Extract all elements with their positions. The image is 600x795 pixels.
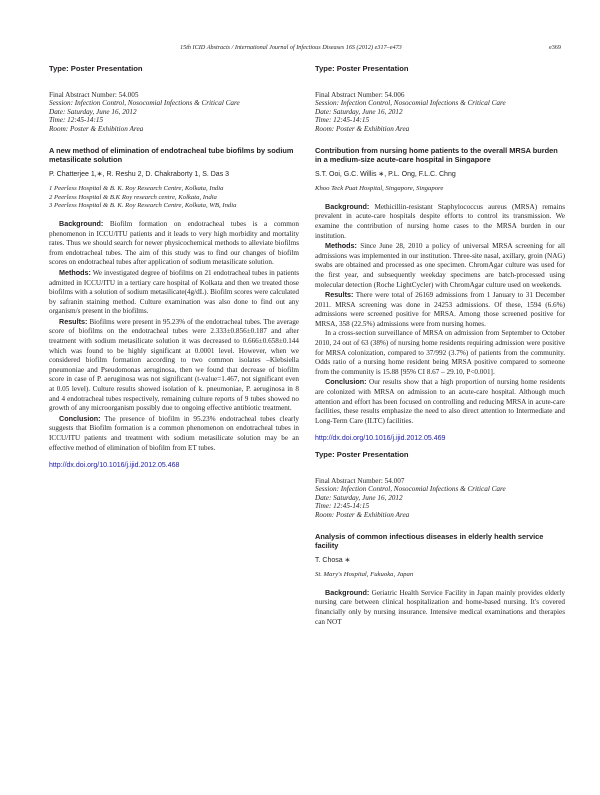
doi-link[interactable]: http://dx.doi.org/10.1016/j.ijid.2012.05.469 [315, 435, 446, 443]
abstract-title: Contribution from nursing home patients to the overall MRSA burden in a medium-size acute-care hospital in Singapore [315, 145, 558, 164]
date: Date: Saturday, June 16, 2012 [315, 493, 403, 502]
affiliation: 1 Peerless Hospital & B. K. Roy Research Centre, Kolkata, India [49, 185, 224, 193]
affiliations [315, 571, 565, 580]
affiliations [49, 185, 299, 211]
room: Room: Poster & Exhibition Area [315, 124, 410, 133]
session: Session: Infection Control, Nosocomial Infections & Critical Care [315, 99, 506, 108]
abstract-meta [315, 91, 565, 134]
left-column [49, 64, 299, 477]
authors: P. Chatterjee 1,∗, R. Reshu 2, D. Chakraborty 1, S. Das 3 [49, 170, 230, 178]
right-column [315, 64, 565, 627]
authors: S.T. Ooi, G.C. Willis ∗, P.L. Ong, F.L.C. Chng [315, 170, 456, 178]
section-results-continued: In a cross-section surveillance of MRSA on admission from September to October 2010, 24 out of 63 (38%) of nursing home residents requiring admission were positive for MRSA colonization, compared to 37/992 (3.7%) of patients from the community. Odds ratio of a nursing home resident being MRSA positive compared to someone from the community is 15.88 [95% CI 8.67 – 29.10, P<0.001]. [315, 329, 565, 376]
abstract-title: Analysis of common infectious diseases in elderly health service facility [315, 531, 544, 550]
presentation-type: Type: Poster Presentation [49, 64, 143, 73]
abstract-number: Final Abstract Number: 54.006 [315, 90, 405, 99]
section-background: Background: Methicillin-resistant Staphylococcus aureus (MRSA) remains prevalent in acute-care hospitals despite efforts to control its transmission. We examine the contribution of nursing home cases to the MRSA burden in our institution. [315, 201, 565, 240]
abstract-title: A new method of elimination of endotracheal tube biofilms by sodium metasilicate solution [49, 145, 294, 164]
presentation-type: Type: Poster Presentation [315, 450, 409, 459]
affiliation: 2 Peerless Hospital & B.K Roy research centre, Kolkata, India [49, 193, 217, 201]
section-background: Background: Geriatric Health Service Facility in Japan mainly provides elderly nursing care between clinical hospitalization and home-based nursing. It's covered financially only by nursing insurance. Intensive medical examinations and therapies can NOT [315, 587, 566, 626]
time: Time: 12:45-14:15 [49, 116, 104, 125]
session: Session: Infection Control, Nosocomial Infections & Critical Care [315, 485, 506, 494]
abstract-number: Final Abstract Number: 54.007 [315, 476, 405, 485]
date: Date: Saturday, June 16, 2012 [49, 107, 137, 116]
affiliation: St. Mary's Hospital, Fukuoka, Japan [315, 571, 414, 579]
session: Session: Infection Control, Nosocomial Infections & Critical Care [49, 99, 240, 108]
authors: T. Chosa ∗ [315, 556, 351, 564]
abstract-meta [315, 477, 565, 520]
section-results: Results: There were total of 26169 admissions from 1 January to 31 December 2011. MRSA screening was done in 24253 admissions. Of these, 1594 (6.6%) admissions were screened positive for MRSA. Among those screened positive for MRSA, 358 (22.5%) admissions were from nursing homes. [315, 290, 566, 328]
section-methods: Methods: Since June 28, 2010 a policy of universal MRSA screening for all admissions was implemented in our institution. Three-site nasal, axillary, groin (NAG) swabs are obtained and processed as one specimen. ChromAgar culture was used for the first year, and subsequently weekday specimens are batch-processed using molecular detection (Roche LightCycler) with ChromAgar culture used on weekends. [315, 241, 565, 289]
affiliations [315, 185, 565, 194]
doi-link[interactable]: http://dx.doi.org/10.1016/j.ijid.2012.05.468 [49, 462, 180, 470]
time: Time: 12:45-14:15 [315, 502, 370, 511]
section-conclusion: Conclusion: Our results show that a high proportion of nursing home residents are colonized with MRSA on admission to an acute-care hospital. Although much attention and effort has been focused on controlling and reducing MRSA in acute-care facilities, these results emphasize the need to also direct attention to Intermediate and Long-Term Care (ILTC) facilities. [315, 377, 566, 425]
page-number: e369 [548, 44, 561, 51]
date: Date: Saturday, June 16, 2012 [315, 107, 403, 116]
abstract-meta [49, 91, 299, 134]
affiliation: 3 Peerless Hospital & B. K. Roy Research Centre, Kolkata, WB, India [49, 202, 237, 210]
room: Room: Poster & Exhibition Area [315, 510, 410, 519]
section-conclusion: Conclusion: The presence of biofilm in 95.23% endotracheal tubes clearly suggests that Biofilm formation is a common phenomenon on endotracheal tubes in ICCU/ITU patients and treatment with sodium metasilicate solution may be an effective method of elimination of biofilm from ET tubes. [49, 413, 299, 452]
section-results: Results: Biofilms were present in 95.23% of the endotracheal tubes. The average score of biofilms on the endotracheal tubes were 2.333±0.856±0.187 and after treatment with sodium metasilicate solution it was decreased to 0.666±0.658±0.144 which was found to be highly significant at 0.0001 level. However, when we considered biofilm formation according to two common isolates –Klebsiella pneumoniae and Pseudomonas aeruginosa, then we found that decrease of biofilm score in case of P. aeruginosa was not significant (t-value=1.467, not significant even at 0.05 level). Culture results showed isolation of k. pneumoniae, P. aeruginosa in 8 and 4 endotracheal tubes respectively, remaining culture reports of 9 tubes showed no growth of any microorganism possibly due to ongoing effective antibiotic treatment. [49, 316, 299, 413]
abstract-number: Final Abstract Number: 54.005 [49, 90, 139, 99]
room: Room: Poster & Exhibition Area [49, 124, 144, 133]
journal-citation: 15th ICID Abstracts / International Journal of Infectious Diseases 16S (2012) e317–e473 [180, 44, 402, 51]
section-background: Background: Biofilm formation on endotracheal tubes is a common phenomenon in ICCU/ITU patients and it leads to very high morbidity and mortality rates. Thus we should search for newer physicochemical methods to alleviate biofilms from endotracheal tubes. The aim of this study was to find our changes of biofilm scores on endotracheal tubes after application of sodium metasilicate solution. [49, 218, 299, 267]
section-methods: Methods: We investigated degree of biofilms on 21 endotracheal tubes in patients admitted in ICCU/ITU in a tertiary care hospital of Kolkata and then we treated those biofilms with a solution of sodium metasilicate(4g/dL). Biofilm scores were calculated by safranin staining method. Culture examination was also done to find out any organism/s present in the biofilms. [49, 267, 300, 316]
time: Time: 12:45-14:15 [315, 116, 370, 125]
affiliation: Khoo Teck Puat Hospital, Singapore, Singapore [315, 185, 444, 193]
presentation-type: Type: Poster Presentation [315, 64, 409, 73]
